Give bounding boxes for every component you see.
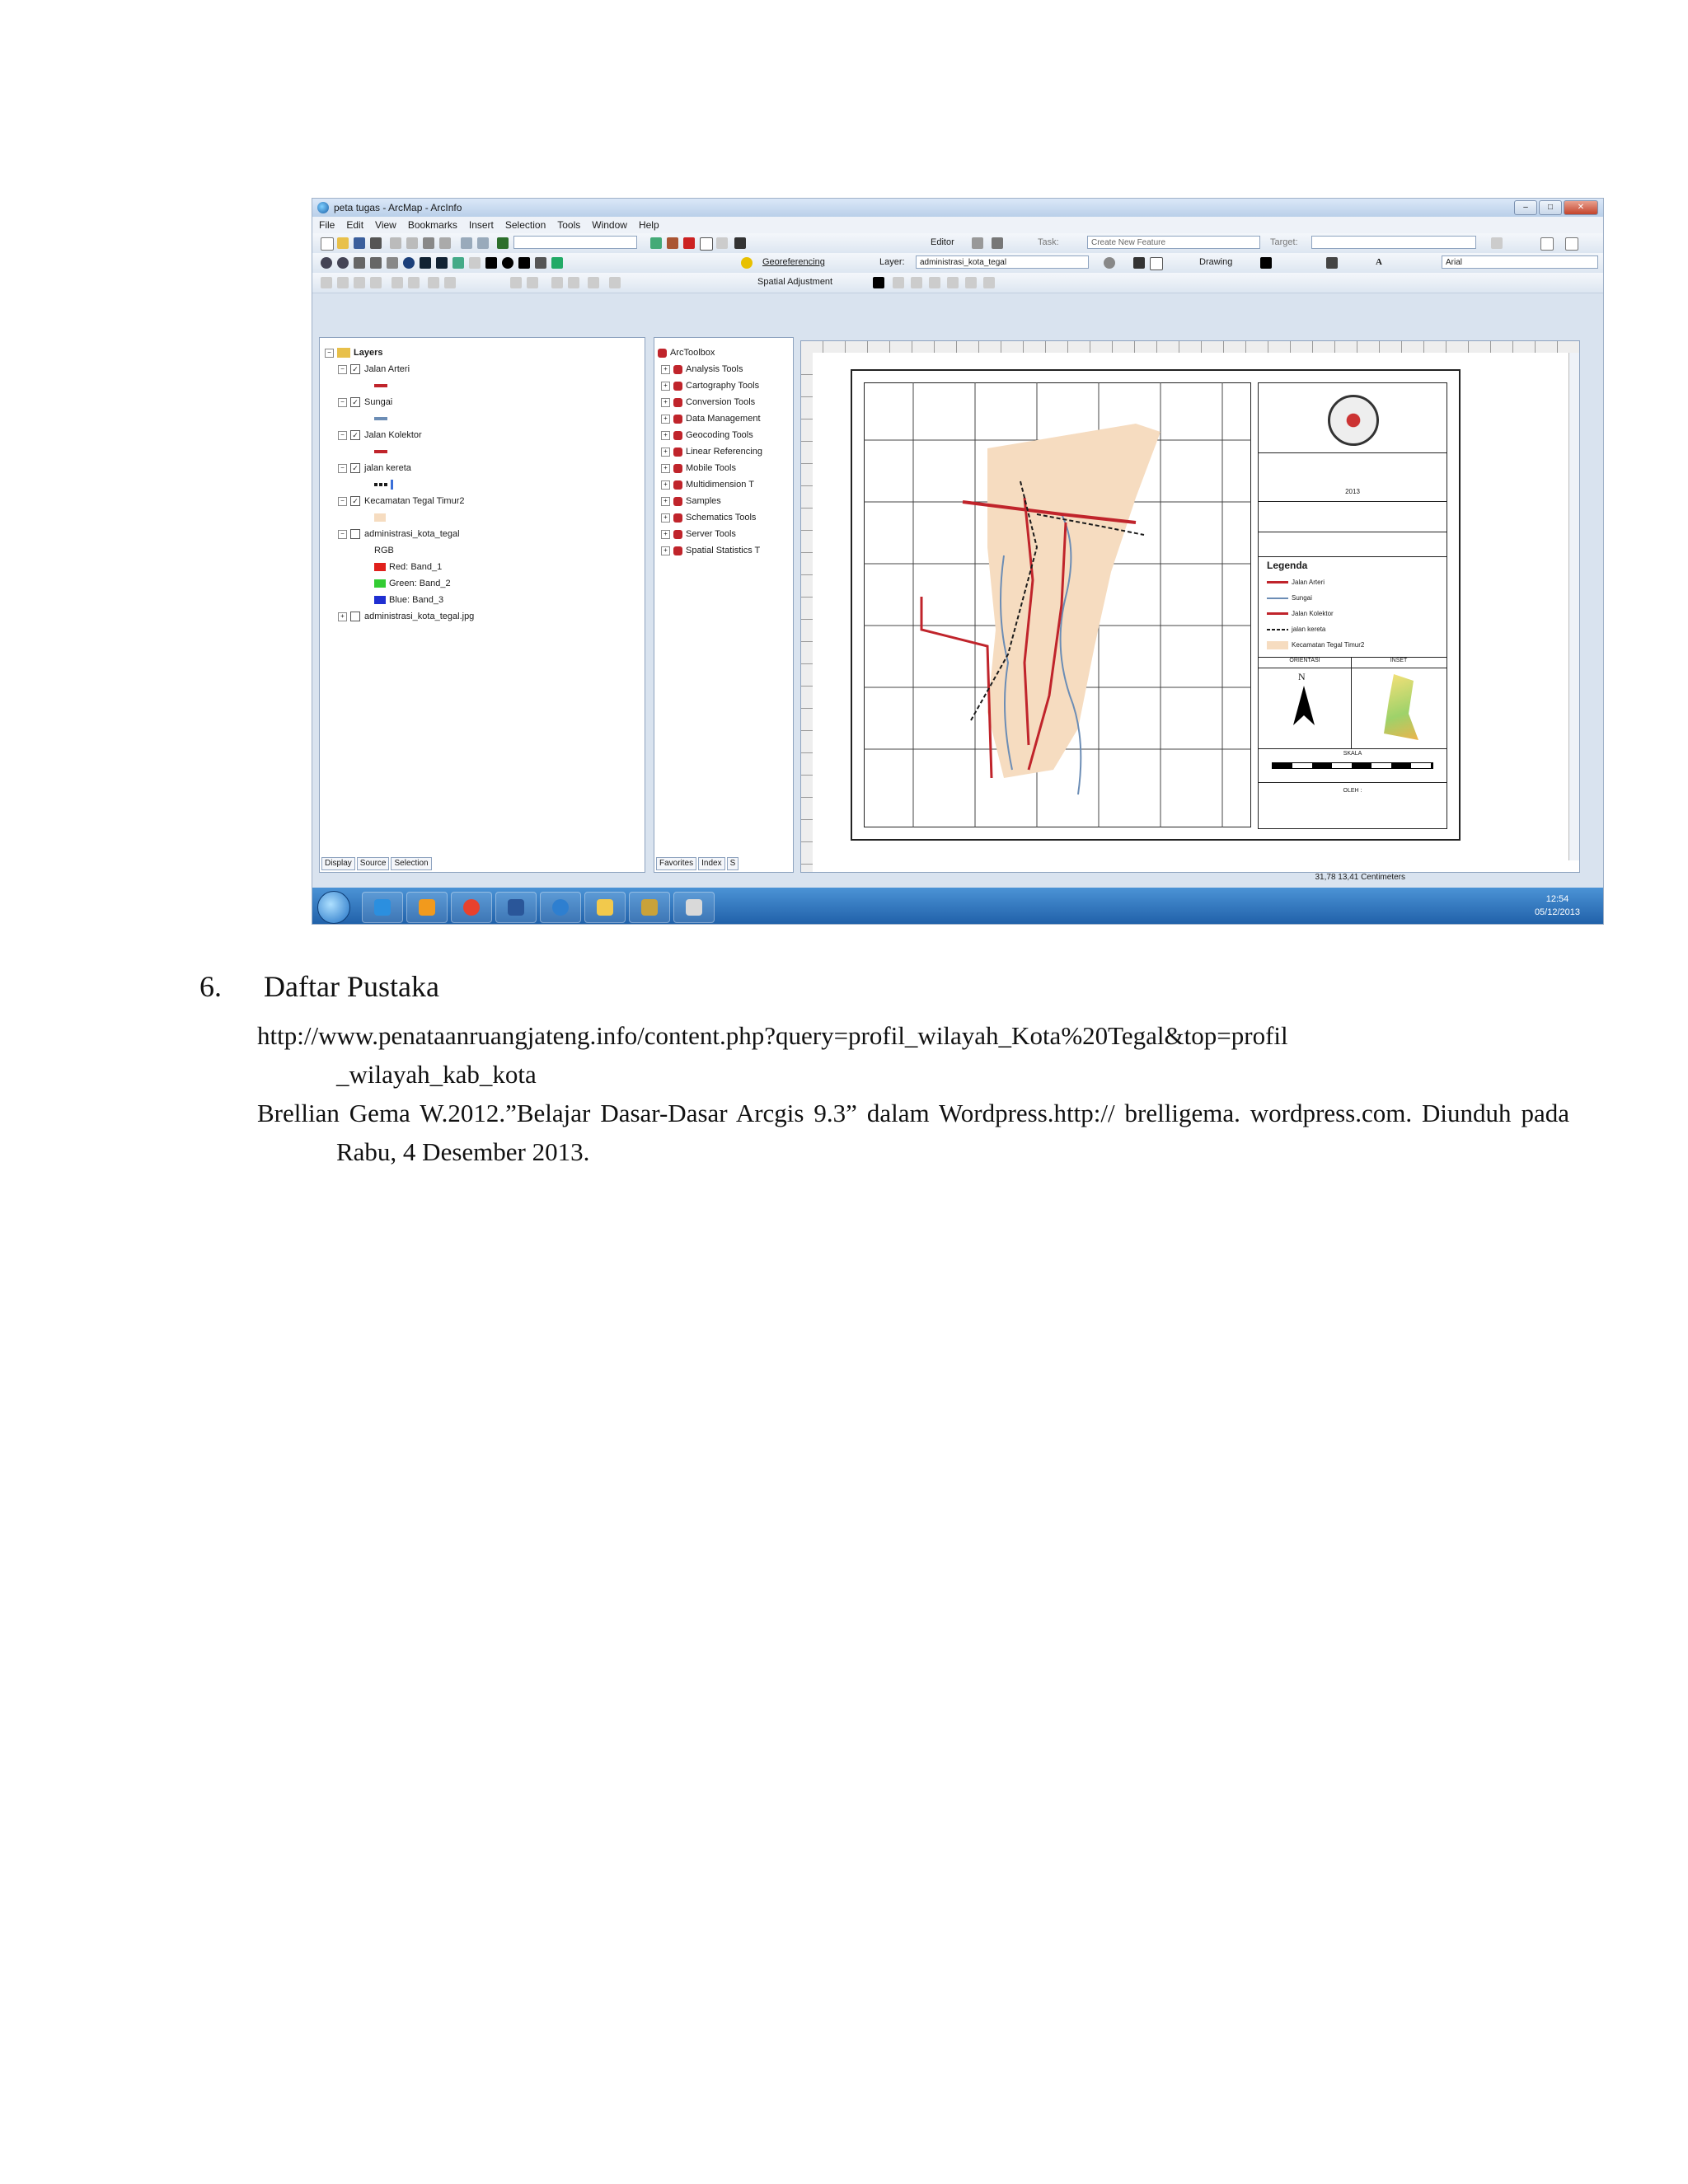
layer-symbol — [325, 443, 474, 460]
clear-selection-icon[interactable] — [469, 257, 481, 269]
toc-layer[interactable]: − ✓ Sungai — [325, 394, 474, 410]
next-extent-icon[interactable] — [436, 257, 448, 269]
delete-icon[interactable] — [439, 237, 451, 249]
toolbox-icon — [673, 415, 682, 424]
window-controls — [1514, 200, 1598, 215]
minimize-icon[interactable]: – — [1514, 200, 1537, 215]
select-elements-2-icon[interactable] — [873, 277, 884, 288]
layer-checkbox[interactable]: ✓ — [350, 463, 360, 473]
layer-symbol — [325, 377, 474, 394]
fixed-zoom-in-icon[interactable] — [354, 257, 365, 269]
menu-bookmarks[interactable]: Bookmarks — [407, 219, 457, 231]
adjust-preview-icon[interactable] — [408, 277, 420, 288]
target-label: Target: — [1270, 237, 1298, 247]
window-titlebar — [312, 199, 1603, 217]
toc-layer[interactable]: − administrasi_kota_tegal — [325, 526, 474, 542]
layer-checkbox[interactable] — [350, 529, 360, 539]
copy-icon[interactable] — [406, 237, 418, 249]
toolbox-item[interactable]: + Multidimension T — [658, 476, 762, 493]
full-extent-icon[interactable] — [403, 257, 415, 269]
toolbox-item[interactable]: + Geocoding Tools — [658, 427, 762, 443]
north-arrow-icon — [1292, 686, 1316, 727]
university-logo-icon — [1328, 395, 1379, 446]
toolbox-icon — [673, 382, 682, 391]
rgb-label: RGB — [374, 546, 394, 555]
georef-icon[interactable] — [741, 257, 753, 269]
section-heading — [199, 969, 439, 1004]
adjust-icon[interactable] — [392, 277, 403, 288]
clock-time: 12:54 — [1545, 894, 1569, 904]
whats-this-icon[interactable] — [734, 237, 746, 249]
toc-layer[interactable]: + administrasi_kota_tegal.jpg — [325, 608, 474, 625]
toolbox-tree — [658, 344, 762, 559]
menu-edit[interactable]: Edit — [346, 219, 364, 231]
layer-checkbox[interactable]: ✓ — [350, 430, 360, 440]
toolbox-item[interactable]: + Schematics Tools — [658, 509, 762, 526]
legend-item: Sungai — [1267, 590, 1364, 606]
layout-view[interactable] — [800, 340, 1580, 873]
edit-tool-icon[interactable] — [972, 237, 983, 249]
toc-layer[interactable]: − ✓ jalan kereta — [325, 460, 474, 476]
save-icon[interactable] — [354, 237, 365, 249]
toc-tree — [325, 344, 474, 625]
task-dropdown[interactable]: Create New Feature — [1087, 236, 1260, 249]
toolbox-icon — [673, 365, 682, 374]
band-row: Red: Band_1 — [325, 559, 474, 575]
topology-icon[interactable] — [428, 277, 439, 288]
hyperlink-icon[interactable] — [551, 257, 563, 269]
layer-symbol — [325, 410, 474, 427]
legend-title: Legenda — [1267, 560, 1308, 571]
snap-vertex-icon[interactable] — [354, 277, 365, 288]
layer-symbol — [325, 476, 474, 493]
menu-insert[interactable]: Insert — [468, 219, 494, 231]
snap-end-icon[interactable] — [370, 277, 382, 288]
word-icon — [508, 899, 524, 916]
legend-item: jalan kereta — [1267, 621, 1364, 637]
title-block — [1258, 382, 1447, 829]
zoom-out-icon[interactable] — [337, 257, 349, 269]
toolbox-item[interactable]: + Cartography Tools — [658, 377, 762, 394]
toolbox-item[interactable]: + Server Tools — [658, 526, 762, 542]
fixed-zoom-out-icon[interactable] — [370, 257, 382, 269]
paste-icon[interactable] — [423, 237, 434, 249]
polygon-swatch — [374, 513, 386, 522]
menu-view[interactable]: View — [375, 219, 396, 231]
layout-page — [851, 369, 1461, 841]
snap-edge-icon[interactable] — [337, 277, 349, 288]
select-elements-icon[interactable] — [485, 257, 497, 269]
arccatalog-icon[interactable] — [667, 237, 678, 249]
north-label: N — [1298, 671, 1306, 682]
tab-display[interactable]: Display — [321, 857, 355, 870]
railway-swatch — [374, 483, 387, 486]
add-data-icon[interactable] — [497, 237, 509, 249]
layer-checkbox[interactable]: ✓ — [350, 364, 360, 374]
editor-menu[interactable]: Editor — [931, 237, 954, 247]
legend-item: Jalan Arteri — [1267, 574, 1364, 590]
toolbox-icon — [673, 431, 682, 440]
toolbox-root[interactable]: ArcToolbox — [658, 344, 762, 361]
layer-checkbox[interactable] — [350, 612, 360, 621]
media-taskbar-button[interactable] — [406, 892, 448, 923]
model-builder-icon[interactable] — [716, 237, 728, 249]
tools-toolbar — [312, 253, 1603, 274]
undo-icon[interactable] — [461, 237, 472, 249]
ie-icon — [374, 899, 391, 916]
band-row: Green: Band_2 — [325, 575, 474, 592]
arcmap-taskbar-button[interactable] — [540, 892, 581, 923]
chrome-icon — [463, 899, 480, 916]
rotate-icon[interactable] — [1104, 257, 1115, 269]
toc-layer[interactable]: − ✓ Kecamatan Tegal Timur2 — [325, 493, 474, 509]
find-icon[interactable] — [518, 257, 530, 269]
oleh-label: OLEH : — [1259, 782, 1447, 794]
system-clock[interactable] — [1535, 893, 1580, 919]
maximize-icon[interactable]: □ — [1539, 200, 1562, 215]
arccatalog-icon — [641, 899, 658, 916]
tab-search[interactable]: S — [727, 857, 739, 870]
line-draw-icon[interactable] — [1326, 257, 1338, 269]
arcmap-app-icon — [317, 202, 329, 213]
clock-date: 05/12/2013 — [1534, 907, 1580, 917]
year-label: 2013 — [1259, 452, 1447, 502]
topology-edit-icon[interactable] — [444, 277, 456, 288]
group-icon[interactable] — [609, 277, 621, 288]
target-dropdown[interactable] — [1311, 236, 1476, 249]
task-label: Task: — [1038, 237, 1059, 247]
layer-checkbox[interactable]: ✓ — [350, 496, 360, 506]
georeferencing-menu[interactable]: Georeferencing — [762, 257, 825, 267]
toolbox-icon — [673, 497, 682, 506]
drawing-menu[interactable]: Drawing — [1199, 257, 1233, 267]
orientasi-label: ORIENTASI — [1259, 658, 1352, 668]
ie-taskbar-button[interactable] — [362, 892, 403, 923]
line-swatch — [374, 450, 387, 453]
menu-window[interactable]: Window — [592, 219, 627, 231]
identify-icon[interactable] — [502, 257, 513, 269]
band-row: Blue: Band_3 — [325, 592, 474, 608]
spatial-adjustment-toolbar — [312, 273, 1603, 293]
collapse-icon[interactable]: − — [325, 349, 334, 358]
fit-icon[interactable] — [510, 277, 522, 288]
menu-help[interactable]: Help — [638, 219, 659, 231]
section-number: 6. — [199, 970, 222, 1003]
new-document-icon[interactable] — [321, 237, 334, 251]
reference-url-line-1[interactable]: http://www.penataanruangjateng.info/content.php?query=profil_wilayah_Kota%20Tegal&top=profil — [257, 1021, 1288, 1050]
multiple-links-icon[interactable] — [929, 277, 940, 288]
add-control-points-icon[interactable] — [1133, 257, 1145, 269]
toolbox-icon — [673, 530, 682, 539]
inset-map-image — [1374, 674, 1423, 740]
sketch-tool-icon[interactable] — [992, 237, 1003, 249]
inset-label: INSET — [1351, 658, 1447, 668]
tab-selection[interactable]: Selection — [391, 857, 431, 870]
measure-icon[interactable] — [535, 257, 546, 269]
legend-item: Jalan Kolektor — [1267, 606, 1364, 621]
fit-width-icon[interactable] — [527, 277, 538, 288]
command-line-icon[interactable] — [700, 237, 713, 251]
toolbox-item[interactable]: + Conversion Tools — [658, 394, 762, 410]
vertical-ruler — [801, 353, 813, 872]
toolbox-icon — [658, 349, 667, 358]
previous-extent-icon[interactable] — [420, 257, 431, 269]
layout-view-icon[interactable] — [1540, 237, 1554, 251]
toolbox-tabs — [656, 857, 738, 870]
new-displacement-link-icon[interactable] — [893, 277, 904, 288]
explorer-taskbar-button[interactable] — [584, 892, 626, 923]
line-swatch — [374, 384, 387, 387]
toolbox-item[interactable]: + Mobile Tools — [658, 460, 762, 476]
tab-source[interactable]: Source — [357, 857, 390, 870]
layer-symbol — [325, 509, 474, 526]
spatial-adjustment-menu[interactable]: Spatial Adjustment — [757, 277, 833, 287]
close-icon[interactable]: ✕ — [1564, 200, 1598, 215]
standard-toolbar — [312, 233, 1603, 254]
windows-taskbar — [312, 888, 1603, 925]
legend-item: Kecamatan Tegal Timur2 — [1267, 637, 1364, 653]
toolbox-item[interactable]: + Samples — [658, 493, 762, 509]
toc-layer[interactable]: − ✓ Jalan Arteri — [325, 361, 474, 377]
layers-icon — [337, 348, 350, 358]
line-swatch — [374, 417, 387, 420]
paint-taskbar-button[interactable] — [673, 892, 715, 923]
section-title: Daftar Pustaka — [264, 970, 439, 1003]
pan-icon[interactable] — [387, 257, 398, 269]
grid-icon[interactable] — [551, 277, 563, 288]
toolbox-icon — [673, 464, 682, 473]
vertical-scrollbar[interactable] — [1568, 353, 1579, 860]
modify-link-icon[interactable] — [911, 277, 922, 288]
orientation-inset-block — [1259, 657, 1447, 749]
toolbox-item[interactable]: + Analysis Tools — [658, 361, 762, 377]
layer-checkbox[interactable]: ✓ — [350, 397, 360, 407]
toc-root[interactable]: − Layers — [325, 344, 474, 361]
title-band — [1259, 502, 1447, 532]
table-of-contents — [319, 337, 645, 873]
link-table-icon[interactable] — [1150, 257, 1163, 270]
media-player-icon — [419, 899, 435, 916]
window-title: peta tugas - ArcMap - ArcInfo — [334, 202, 462, 213]
editor-toolbar-icon[interactable] — [650, 237, 662, 249]
text-tool-icon[interactable]: A — [1376, 257, 1382, 267]
toolbox-icon — [673, 480, 682, 490]
skala-label: SKALA — [1343, 751, 1362, 757]
arccatalog-taskbar-button[interactable] — [629, 892, 670, 923]
snap-tool-icon[interactable] — [321, 277, 332, 288]
map-title-band — [1259, 532, 1447, 557]
toc-layer[interactable]: − ✓ Jalan Kolektor — [325, 427, 474, 443]
toolbox-item[interactable]: + Data Management — [658, 410, 762, 427]
link-table-2-icon[interactable] — [983, 277, 995, 288]
toolbox-icon — [673, 513, 682, 523]
font-dropdown[interactable]: Arial — [1442, 255, 1598, 269]
arcmap-icon — [552, 899, 569, 916]
limited-adjust-icon[interactable] — [965, 277, 977, 288]
menu-selection[interactable]: Selection — [504, 219, 546, 231]
toolbox-item[interactable]: + Linear Referencing — [658, 443, 762, 460]
toc-tabs — [321, 857, 432, 870]
legend-list — [1267, 574, 1364, 653]
horizontal-ruler — [801, 341, 1579, 353]
start-button[interactable] — [317, 891, 350, 924]
map-scale-field[interactable] — [513, 236, 637, 249]
scale-bar — [1272, 762, 1433, 769]
data-view-icon[interactable] — [1565, 237, 1578, 251]
tab-index[interactable]: Index — [698, 857, 724, 870]
sketch-properties-icon[interactable] — [1491, 237, 1503, 249]
arctoolbox-panel — [654, 337, 794, 873]
reference-entry — [257, 1016, 1493, 1094]
menu-bar — [312, 217, 1603, 233]
toolbox-icon — [673, 546, 682, 555]
menu-tools[interactable]: Tools — [557, 219, 581, 231]
toolbox-item[interactable]: + Spatial Statistics T — [658, 542, 762, 559]
map-frame[interactable] — [864, 382, 1251, 827]
rulers-icon[interactable] — [588, 277, 599, 288]
status-coordinates: 31,78 13,41 Centimeters — [1315, 873, 1405, 882]
select-features-icon[interactable] — [452, 257, 464, 269]
paint-icon — [686, 899, 702, 916]
layer-label: Layer: — [879, 257, 905, 267]
folder-icon — [597, 899, 613, 916]
tab-favorites[interactable]: Favorites — [656, 857, 696, 870]
arcmap-screenshot — [312, 198, 1604, 925]
draw-select-icon[interactable] — [1260, 257, 1272, 269]
word-taskbar-button[interactable] — [495, 892, 537, 923]
guides-icon[interactable] — [568, 277, 579, 288]
redo-icon[interactable] — [477, 237, 489, 249]
zoom-in-icon[interactable] — [321, 257, 332, 269]
reference-url-line-2[interactable]: _wilayah_kab_kota — [336, 1060, 537, 1089]
menu-file[interactable]: File — [319, 219, 335, 231]
print-icon[interactable] — [370, 237, 382, 249]
identity-link-icon[interactable] — [947, 277, 959, 288]
toolbox-icon — [673, 448, 682, 457]
toolbox-icon — [673, 398, 682, 407]
chrome-taskbar-button[interactable] — [451, 892, 492, 923]
reference-entry: Brellian Gema W.2012.”Belajar Dasar-Dasar Arcgis 9.3” dalam Wordpress.http:// brelligema. wordpress.com. Diunduh pada Rabu, 4 Desember 2013. — [257, 1099, 1569, 1166]
cut-icon[interactable] — [390, 237, 401, 249]
layer-dropdown[interactable]: administrasi_kota_tegal — [916, 255, 1089, 269]
arctoolbox-icon[interactable] — [683, 237, 695, 249]
open-folder-icon[interactable] — [337, 237, 349, 249]
